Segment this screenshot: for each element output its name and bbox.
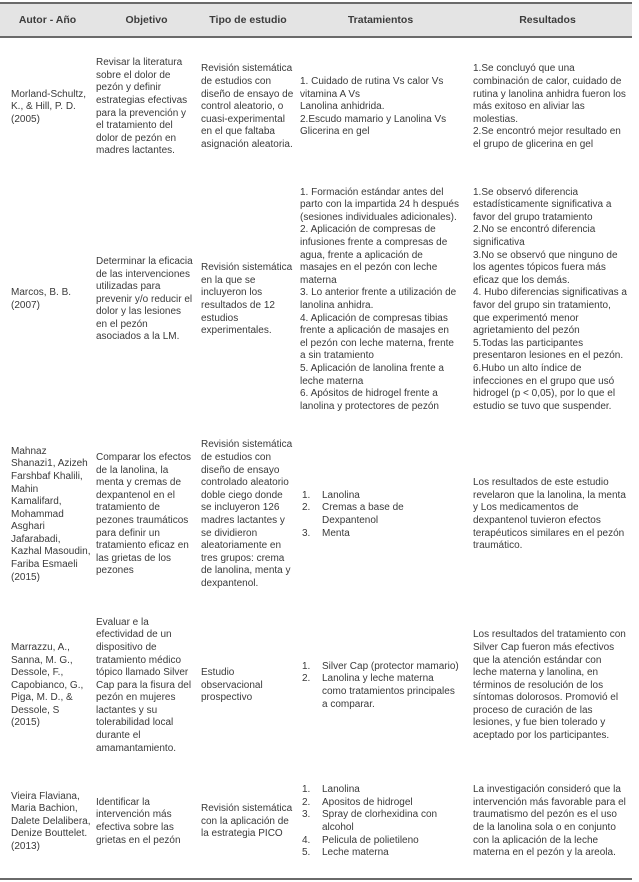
cell-resultados: Los resultados del tratamiento con Silver Cap fueron más efectivos que la atención estándar con leche materna y lanolina, en términos de resolución de los síntomas dolorosos. Promovió el proceso de curación de las lesiones, y fue bien tolerado y aceptado por los participantes.: [473, 629, 626, 742]
cell-tratamientos: [298, 661, 463, 711]
header-tipo: Tipo de estudio: [209, 14, 287, 26]
cell-autor: Mahnaz Shanazi1, Azizeh Farshbaf Khalili, Mahin Kamalifard, Mohammad Asghari Jafarabadi, Kazhal Masoudin, Fariba Esmaeli (2015): [11, 445, 91, 583]
cell-objetivo: Comparar los efectos de la lanolina, la menta y cremas de dexpantenol en el tratamiento de pezones traumáticos para definir un tratamiento eficaz en las grietas de los pezones: [96, 452, 192, 577]
cell-resultados: 1.Se observó diferencia estadísticamente significativa a favor del grupo tratamiento 2.No se encontró diferencia significativa 3.No se observó que ninguno de los agentes tópicos fuera más eficaz que los demás. 4. Hubo diferencias significativas a favor del grupo sin tratamiento, que experimentó menor agrietamiento del pezón 5.Todas las participantes presentaron lesiones en el pezón. 6.Hubo un alto índice de infecciones en el grupo que usó hidrogel (p < 0,05), por lo que el estudio se tuvo que suspender.: [473, 186, 627, 412]
cell-autor: Vieira Flaviana, Maria Bachion, Dalete Delalibera, Denize Bouttelet. (2013): [11, 790, 91, 852]
cell-resultados: Los resultados de este estudio revelaron que la lanolina, la menta y Los medicamentos de dexpantenol tuvieron efectos terapéuticos similares en el pezón traumático.: [473, 477, 626, 552]
table-row: [0, 170, 632, 430]
header-resultados: Resultados: [519, 14, 576, 26]
list-item: 2. Lanolina y leche materna como tratamientos principales a comparar.: [302, 673, 455, 710]
list-item: 2. Cremas a base de Dexpantenol: [302, 502, 404, 526]
table-bottom-rule: [0, 878, 632, 880]
list-item: 3. Menta: [302, 527, 350, 539]
cell-tratamientos: 1. Formación estándar antes del parto con la impartida 24 h después (sesiones individuales adicionales). 2. Aplicación de compresas de infusiones frente a compresas de agua, frente a aplicación de masajes en el pezón con leche materna 3. Lo anterior frente a utilización de lanolina anhidra. 4. Aplicación de compresas tibias frente a aplicación de masajes en el pezón con leche materna, frente a sin tratamiento 5. Aplicación de lanolina frente a leche materna 6. Apósitos de hidrogel frente a lanolina y protectores de pezón: [300, 186, 459, 412]
cell-tipo: Revisión sistemática con la aplicación de la estrategia PICO: [201, 803, 293, 840]
cell-tratamientos: 1. Cuidado de rutina Vs calor Vs vitamina A Vs Lanolina anhidrida. 2.Escudo mamario y Lanolina Vs Glicerina en gel: [300, 76, 447, 138]
cell-objetivo: Identificar la intervención más efectiva sobre las grietas en el pezón: [96, 796, 181, 846]
list-item: 1. Lanolina: [302, 784, 360, 796]
cell-objetivo: Determinar la eficacia de las intervenciones utilizadas para prevenir y/o reducir el dolor y las lesiones en el pezón asociados a la LM.: [96, 255, 193, 343]
header-objetivo: Objetivo: [125, 14, 168, 26]
list-item: 1. Silver Cap (protector mamario): [302, 660, 459, 672]
cell-resultados: La investigación consideró que la intervención más favorable para el traumatismo del pezón es el uso de la lanolina sola o en conjunto con la aplicación de la leche materna en el pezón y la areola.: [473, 784, 626, 859]
header-autor: Autor - Año: [18, 14, 77, 26]
list-item: 3. Spray de clorhexidina con alcohol: [302, 809, 438, 833]
list-item: 5. Leche materna: [302, 847, 389, 859]
cell-resultados: 1.Se concluyó que una combinación de calor, cuidado de rutina y lanolina anhidra fueron los más exitoso en aliviar las molestias. 2.Se encontró mejor resultado en el grupo de glicerina en gel: [473, 63, 626, 150]
cell-autor: Marcos, B. B. (2007): [11, 287, 72, 311]
table-row: [0, 772, 632, 872]
cell-tipo: Estudio observacional prospectivo: [201, 667, 263, 704]
studies-table: [0, 2, 632, 38]
table-row: [0, 430, 632, 600]
list-item: 2. Apositos de hidrogel: [302, 796, 413, 808]
table-row: [0, 600, 632, 772]
cell-tratamientos: [298, 490, 463, 540]
table-row: [0, 45, 632, 170]
cell-autor: Marrazzu, A., Sanna, M. G., Dessole, F., Capobianco, G., Piga, M. D., & Dessole, S (2015): [11, 641, 84, 729]
cell-objetivo: Revisar la literatura sobre el dolor de pezón y definir estrategias efectivas para la prevención y el tratamiento del dolor de pezón en madres lactantes.: [96, 57, 188, 157]
cell-autor: Morland-Schultz, K., & Hill, P. D. (2005): [11, 88, 87, 125]
cell-tipo: Revisión sistemática de estudios con diseño de ensayo de control aleatorio, o cuasi-experimental en el que faltaba asignación aleatoria.: [201, 63, 294, 150]
table-header: [0, 2, 632, 38]
cell-tratamientos: [298, 784, 463, 860]
header-tratamientos: Tratamientos: [347, 14, 414, 26]
cell-tipo: Revisión sistemática de estudios con diseño de ensayo controlado aleatorio doble ciego donde se incluyeron 126 madres lactantes y se dividieron aleatoriamente en tres grupos: crema de lanolina, menta y dexpantenol.: [201, 439, 293, 589]
cell-objetivo: Evaluar e la efectividad de un dispositivo de tratamiento médico tópico llamado Silver Cap para la fisura del pezón en mujeres lactantes y su tolerabilidad local durante el amamantamiento.: [96, 616, 192, 754]
list-item: 4. Pelicula de polietileno: [302, 834, 419, 846]
cell-tipo: Revisión sistemática en la que se incluyeron los resultados de 12 estudios experimentales.: [201, 262, 293, 337]
list-item: 1. Lanolina: [302, 489, 360, 501]
